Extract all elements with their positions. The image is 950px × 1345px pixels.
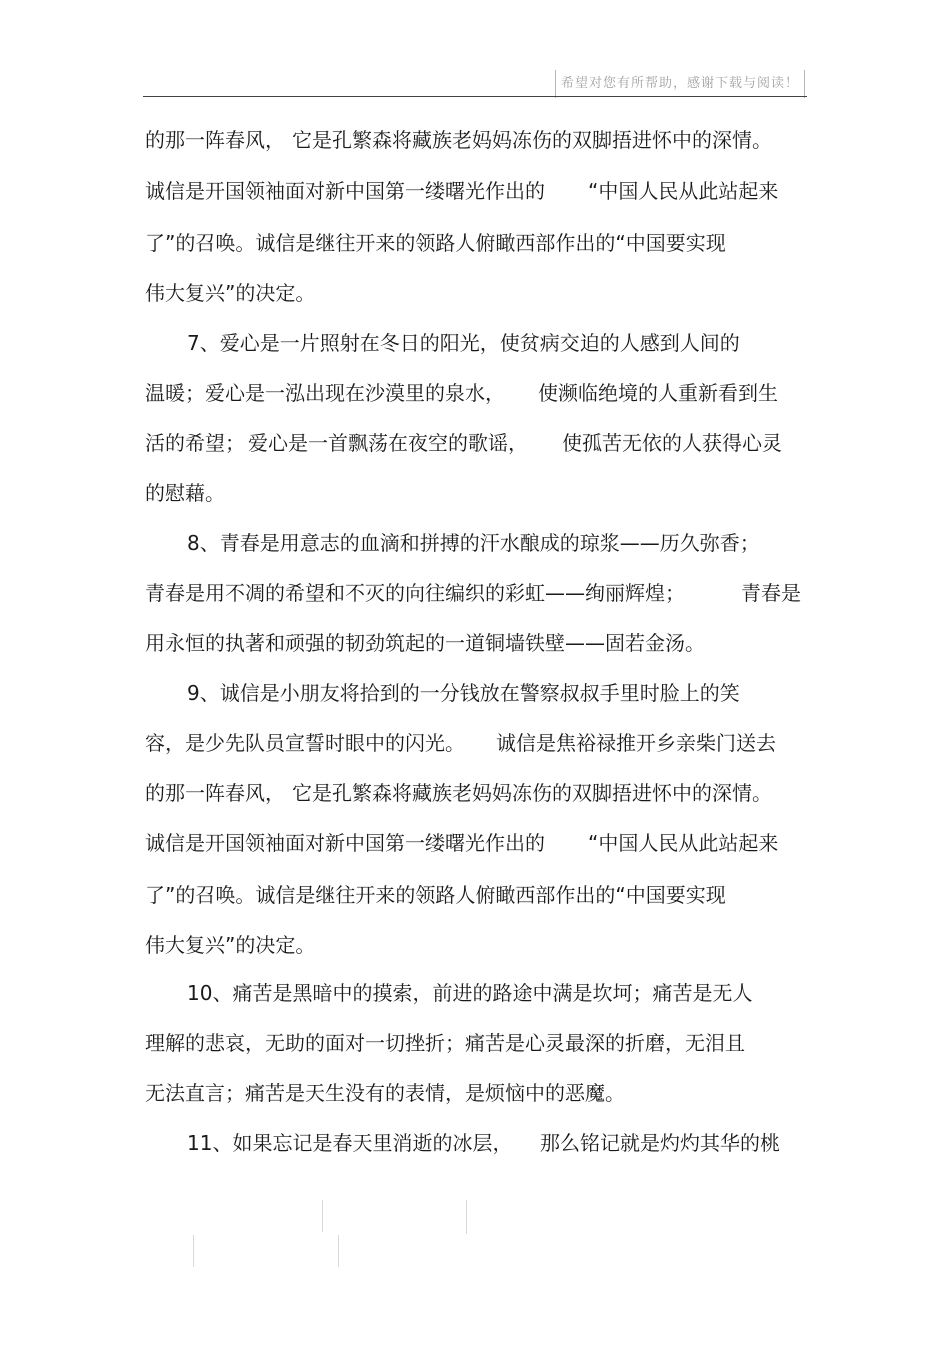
text-line-segment: “中国人民从此站起来 [588, 179, 779, 203]
text-line-segment: 无法直言；痛苦是天生没有的表情，是烦恼中的恶魔。 [145, 1081, 625, 1105]
text-line-segment: 伟大复兴”的决定。 [145, 933, 316, 957]
text-line-segment: 诚信是开国领袖面对新中国第一缕曙光作出的 [145, 179, 545, 203]
text-line-segment: 青春是 [741, 581, 801, 605]
text-line-segment: 它是孔繁森将藏族老妈妈冻伤的双脚捂进怀中的深情。 [292, 128, 772, 152]
text-line-segment: 青春是用不凋的希望和不灭的向往编织的彩虹——绚丽辉煌； [145, 581, 685, 605]
text-line-segment: “中国人民从此站起来 [588, 831, 779, 855]
text-line-segment: 8、青春是用意志的血滴和拼搏的汗水酿成的琼浆——历久弥香； [187, 531, 760, 555]
text-line-segment: 的那一阵春风， [145, 781, 285, 805]
text-line-segment: 诚信是开国领袖面对新中国第一缕曙光作出的 [145, 831, 545, 855]
header-rule [143, 96, 807, 97]
text-line-segment: 9、诚信是小朋友将拾到的一分钱放在警察叔叔手里时脸上的笑 [187, 681, 740, 705]
text-line-segment: 11、如果忘记是春天里消逝的冰层， [187, 1131, 513, 1155]
text-line-segment: 10、痛苦是黑暗中的摸索，前进的路途中满是坎坷；痛苦是无人 [187, 981, 753, 1005]
page-mark [338, 1235, 339, 1267]
page-mark [322, 1200, 323, 1232]
text-line-segment: 7、爱心是一片照射在冬日的阳光，使贫病交迫的人感到人间的 [187, 331, 740, 355]
page-mark [193, 1235, 194, 1267]
text-line-segment: 理解的悲哀，无助的面对一切挫折；痛苦是心灵最深的折磨，无泪且 [145, 1031, 745, 1055]
text-line-segment: 爱心是一首飘荡在夜空的歌谣， [248, 431, 528, 455]
text-line-segment: 了”的召唤。诚信是继往开来的领路人俯瞰西部作出的“中国要实现 [145, 231, 726, 255]
text-line-segment: 诚信是焦裕禄推开乡亲柴门送去 [496, 731, 776, 755]
text-line-segment: 它是孔繁森将藏族老妈妈冻伤的双脚捂进怀中的深情。 [292, 781, 772, 805]
text-line-segment: 的慰藉。 [145, 481, 225, 505]
text-line-segment: 使孤苦无依的人获得心灵 [562, 431, 782, 455]
text-line-segment: 了”的召唤。诚信是继往开来的领路人俯瞰西部作出的“中国要实现 [145, 883, 726, 907]
text-line-segment: 活的希望； [145, 431, 245, 455]
header-note: 希望对您有所帮助，感谢下载与阅读！ [555, 70, 805, 98]
text-line-segment: 的那一阵春风， [145, 128, 285, 152]
page-mark [466, 1200, 467, 1234]
text-line-segment: 那么铭记就是灼灼其华的桃 [540, 1131, 780, 1155]
text-line-segment: 温暖；爱心是一泓出现在沙漠里的泉水， [145, 381, 505, 405]
text-line-segment: 伟大复兴”的决定。 [145, 281, 316, 305]
text-line-segment: 用永恒的执著和顽强的韧劲筑起的一道铜墙铁壁——固若金汤。 [145, 631, 705, 655]
text-line-segment: 容，是少先队员宣誓时眼中的闪光。 [145, 731, 465, 755]
text-line-segment: 使濒临绝境的人重新看到生 [538, 381, 778, 405]
